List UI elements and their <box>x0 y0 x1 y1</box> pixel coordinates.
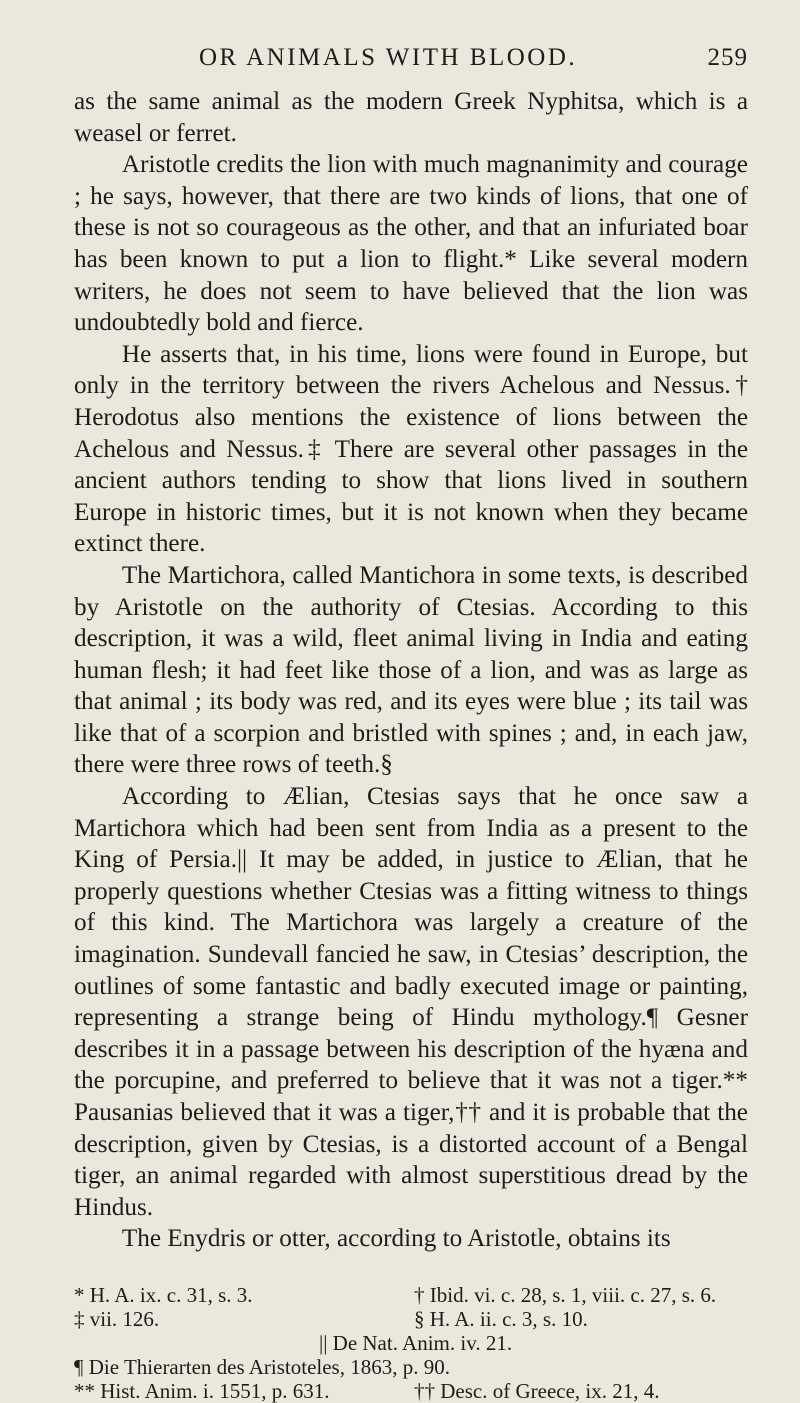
page-number: 259 <box>707 44 748 71</box>
paragraph: as the same animal as the modern Greek Nyphitsa, which is a weasel or ferret. <box>74 88 748 147</box>
footnote-row <box>74 1379 748 1403</box>
footnote: ** Hist. Anim. i. 1551, p. 631. <box>74 1378 330 1403</box>
footnote: †† Desc. of Greece, ix. 21, 4. <box>414 1378 660 1403</box>
paragraph: According to Ælian, Ctesias says that he once saw a Martichora which had been sent from India as a present to the King of Persia.|| It may be added, in justice to Ælian, that he properly questions whether Ctesias was a fitting witness to things of this kind. The Martichora was largely a creature of the imagination. Sundevall fancied he saw, in Ctesias’ description, the outlines of some fantastic and badly executed image or painting, representing a strange being of Hindu mythology.¶ Gesner describes it in a passage between his description of the hyæna and the porcupine, and preferred to believe that it was not a tiger.** Pausanias believed that it was a tiger,†† and it is probable that the description, given by Ctesias, is a distorted account of a Bengal tiger, an animal regarded with almost superstitious dread by the Hindus. <box>74 783 748 1221</box>
running-title: OR ANIMALS WITH BLOOD. <box>199 44 578 71</box>
paragraph: Aristotle credits the lion with much magnanimity and courage ; he says, however, that there are two kinds of lions, that one of these is not so courageous as the other, and that an infuriated boar has been known to put a lion to flight.* Like several modern writers, he does not seem to have believed that the lion was undoubtedly bold and fierce. <box>74 151 748 337</box>
paragraph: He asserts that, in his time, lions were found in Europe, but only in the territory between the rivers Achelous and Nessus.† Herodotus also mentions the existence of lions between the Achelous and Nessus.‡ There are several other passages in the ancient authors tending to show that lions lived in southern Europe in historic times, but it is not known when they became extinct there. <box>74 340 748 558</box>
footnote-row <box>74 1283 748 1307</box>
footnote: † Ibid. vi. c. 28, s. 1, viii. c. 27, s. 6. <box>414 1282 717 1307</box>
footnote-row <box>74 1307 748 1331</box>
footnote: § H. A. ii. c. 3, s. 10. <box>414 1306 588 1331</box>
footnote: || De Nat. Anim. iv. 21. <box>319 1330 513 1355</box>
paragraph: The Enydris or otter, according to Aristotle, obtains its <box>121 1225 671 1253</box>
paragraph: The Martichora, called Mantichora in some texts, is described by Aristotle on the authority of Ctesias. According to this description, it was a wild, fleet animal living in India and eating human flesh; it had feet like those of a lion, and was as large as that animal ; its body was red, and its eyes were blue ; its tail was like that of a scorpion and bristled with spines ; and, in each jaw, there were three rows of teeth.§ <box>74 561 748 779</box>
footnotes <box>74 1283 748 1403</box>
footnote: ‡ vii. 126. <box>74 1306 160 1331</box>
body-text <box>74 86 748 1255</box>
footnote: * H. A. ix. c. 31, s. 3. <box>74 1282 253 1307</box>
footnote: ¶ Die Thierarten des Aristoteles, 1863, p. 90. <box>74 1354 450 1379</box>
page-header <box>74 44 748 84</box>
